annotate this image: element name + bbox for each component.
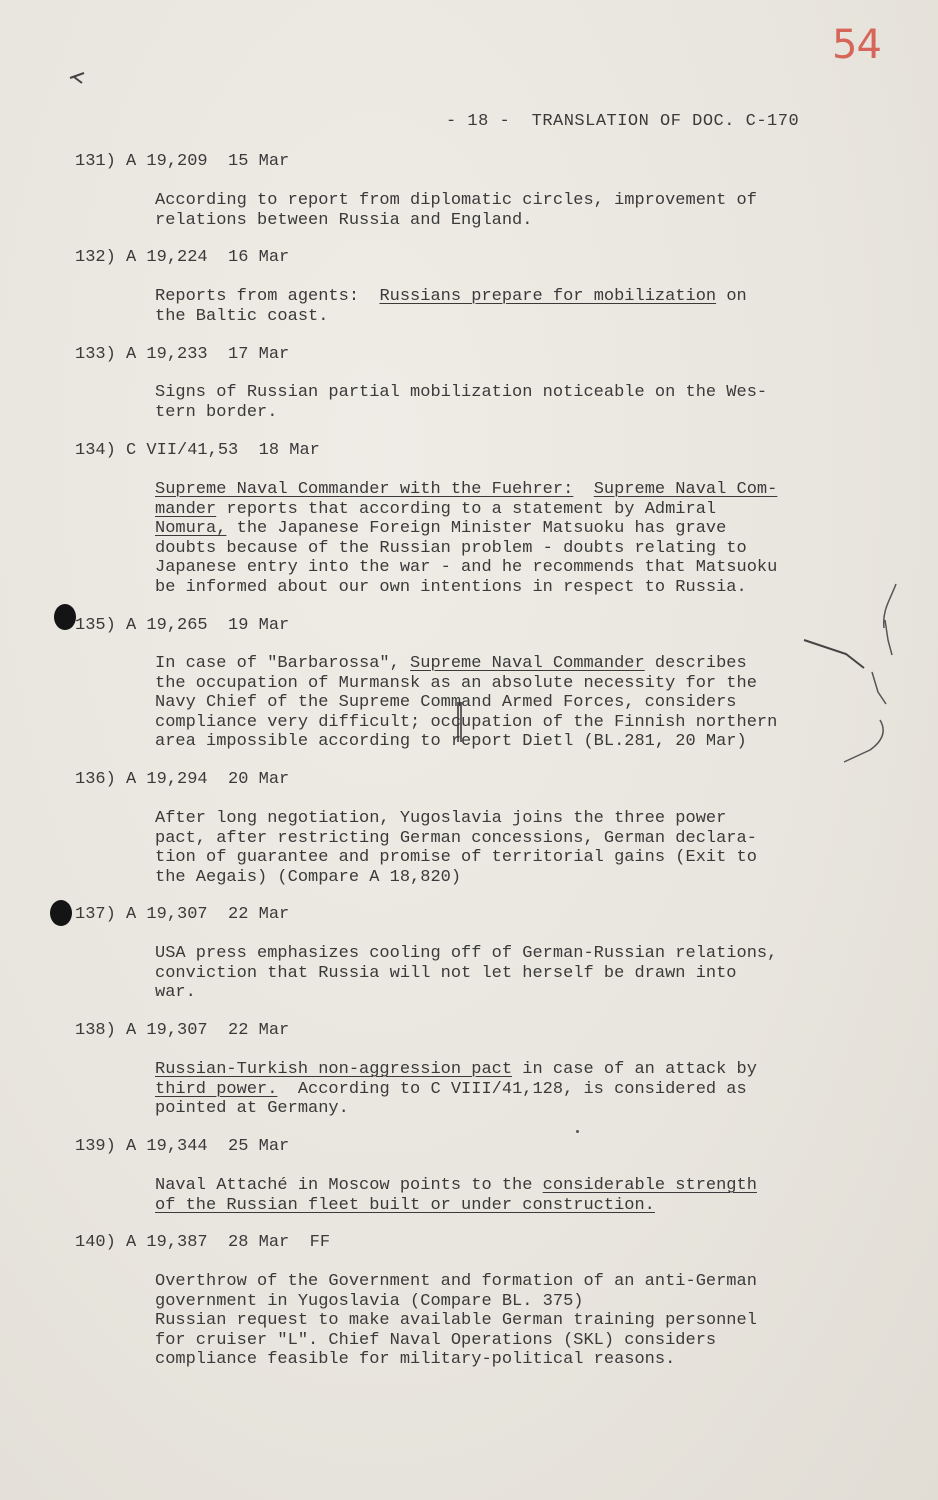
entry-132-body — [155, 287, 875, 326]
underlined-text: Supreme Naval Com- — [593, 480, 778, 499]
text-fragment: in case of an attack by — [522, 1060, 757, 1079]
text-line — [155, 1080, 875, 1100]
text-line: conviction that Russia will not let herself be drawn into — [155, 963, 737, 983]
text-fragment: Naval Attaché in Moscow points to the — [155, 1176, 533, 1195]
entry-extra: FF — [309, 1233, 331, 1252]
entry-136-body — [155, 809, 875, 887]
text-fragment: reports that according to a statement by Admiral — [226, 499, 717, 519]
entry-138-head — [75, 1021, 289, 1040]
text-line: Navy Chief of the Supreme Command Armed Forces, considers — [155, 693, 737, 712]
entry-date: 22 Mar — [228, 1021, 290, 1040]
entry-134-head — [75, 441, 320, 460]
entry-137-body — [155, 944, 885, 1003]
entry-date: 28 Mar — [228, 1233, 290, 1252]
entry-131-body — [155, 191, 875, 230]
entry-date: 15 Mar — [228, 152, 290, 171]
text-line: According to report from diplomatic circles, improvement of — [155, 191, 757, 210]
text-line: Signs of Russian partial mobilization noticeable on the Wes- — [155, 383, 768, 402]
underlined-text: Supreme Naval Commander with the Fuehrer: — [155, 480, 574, 499]
text-line: Russian request to make available German training personnel — [155, 1311, 757, 1330]
entry-code: A 19,265 — [126, 616, 208, 635]
text-fragment: According to C VIII/41,128, is considered as — [297, 1079, 747, 1099]
entry-number: 137) — [75, 905, 116, 924]
entry-number: 138) — [75, 1021, 116, 1040]
text-line: the Aegais) (Compare A 18,820) — [155, 867, 462, 887]
underlined-text: mander — [155, 499, 217, 519]
entry-139-body — [155, 1176, 875, 1215]
text-line — [155, 480, 885, 500]
text-line: USA press emphasizes cooling off of German-Russian relations, — [155, 944, 778, 963]
ink-dot — [576, 1130, 579, 1133]
entry-135-body — [155, 654, 885, 752]
text-line: tern border. — [155, 402, 278, 422]
text-line — [155, 1176, 875, 1196]
text-line: for cruiser "L". Chief Naval Operations (SKL) considers — [155, 1330, 717, 1350]
entry-code: A 19,344 — [126, 1137, 208, 1156]
underlined-text: Russian-Turkish non-aggression pact — [155, 1060, 513, 1079]
text-line — [155, 1060, 875, 1080]
text-line: pact, after restricting German concessions, German declara- — [155, 828, 757, 848]
text-fragment: describes — [654, 654, 747, 673]
text-line: compliance very difficult; occupation of the Finnish northern — [155, 712, 778, 732]
entry-140-head — [75, 1233, 330, 1252]
entry-number: 131) — [75, 152, 116, 171]
text-fragment: the Japanese Foreign Minister Matsuoku has grave — [236, 519, 727, 538]
text-line — [155, 500, 885, 520]
entry-135-head — [75, 616, 289, 635]
pencil-mark — [68, 70, 88, 86]
underlined-text: of the Russian fleet built or under construction. — [155, 1195, 655, 1215]
entry-133-head — [75, 345, 289, 364]
entry-code: A 19,233 — [126, 345, 208, 364]
entry-date: 16 Mar — [228, 248, 290, 267]
margin-pencil-marks — [800, 580, 910, 770]
entry-date: 17 Mar — [228, 345, 290, 364]
text-line: doubts because of the Russian problem - doubts relating to — [155, 538, 747, 558]
entry-number: 133) — [75, 345, 116, 364]
text-fragment: In case of "Barbarossa", — [155, 654, 400, 673]
text-line: Overthrow of the Government and formation of an anti-German — [155, 1272, 757, 1291]
entry-code: A 19,224 — [126, 248, 208, 267]
punch-hole — [50, 900, 72, 926]
text-line: Japanese entry into the war - and he recommends that Matsuoku — [155, 558, 778, 577]
entry-138-body — [155, 1060, 875, 1119]
margin-bar-mark — [455, 700, 463, 744]
text-line: government in Yugoslavia (Compare BL. 375) — [155, 1291, 584, 1311]
entry-131-head — [75, 152, 289, 171]
entry-date: 18 Mar — [258, 441, 320, 460]
entry-code: C VII/41,53 — [126, 441, 239, 460]
underlined-text: Supreme Naval Commander — [410, 654, 645, 673]
entry-code: A 19,294 — [126, 770, 208, 789]
text-line — [155, 1196, 875, 1216]
folio-number: 54 — [832, 22, 881, 68]
text-line — [155, 519, 885, 539]
underlined-text: Nomura, — [155, 519, 227, 538]
underlined-text: considerable strength — [542, 1176, 757, 1195]
entry-132-head — [75, 248, 289, 267]
text-line: the occupation of Murmansk as an absolute necessity for the — [155, 673, 757, 693]
text-line: area impossible according to report Dietl (BL.281, 20 Mar) — [155, 732, 747, 751]
entry-code: A 19,387 — [126, 1233, 208, 1252]
entry-date: 19 Mar — [228, 616, 290, 635]
entry-number: 139) — [75, 1137, 116, 1156]
entry-code: A 19,307 — [126, 1021, 208, 1040]
entry-date: 22 Mar — [228, 905, 290, 924]
punch-hole — [54, 604, 76, 630]
text-line — [155, 654, 885, 674]
text-line: tion of guarantee and promise of territorial gains (Exit to — [155, 848, 757, 867]
entry-133-body — [155, 383, 875, 422]
entry-date: 25 Mar — [228, 1137, 290, 1156]
entry-140-body — [155, 1272, 875, 1370]
underlined-text: third power. — [155, 1079, 278, 1099]
text-fragment: on — [726, 287, 747, 306]
text-line: war. — [155, 983, 196, 1002]
entry-number: 136) — [75, 770, 116, 789]
text-line: compliance feasible for military-political reasons. — [155, 1350, 676, 1369]
text-line: After long negotiation, Yugoslavia joins the three power — [155, 809, 727, 828]
text-fragment: Reports from agents: — [155, 287, 360, 306]
entry-number: 135) — [75, 616, 116, 635]
page-header: - 18 - TRANSLATION OF DOC. C-170 — [446, 112, 800, 131]
text-line — [155, 287, 875, 307]
entry-134-body — [155, 480, 885, 597]
entry-code: A 19,209 — [126, 152, 208, 171]
entry-136-head — [75, 770, 289, 789]
entry-date: 20 Mar — [228, 770, 290, 789]
text-line: be informed about our own intentions in respect to Russia. — [155, 577, 747, 597]
underlined-text: Russians prepare for mobilization — [379, 287, 717, 306]
text-line: pointed at Germany. — [155, 1099, 349, 1118]
entry-137-head — [75, 905, 289, 924]
entry-number: 134) — [75, 441, 116, 460]
text-line: relations between Russia and England. — [155, 210, 533, 230]
entry-139-head — [75, 1137, 289, 1156]
entry-number: 140) — [75, 1233, 116, 1252]
entry-code: A 19,307 — [126, 905, 208, 924]
text-line: the Baltic coast. — [155, 306, 329, 326]
entry-number: 132) — [75, 248, 116, 267]
